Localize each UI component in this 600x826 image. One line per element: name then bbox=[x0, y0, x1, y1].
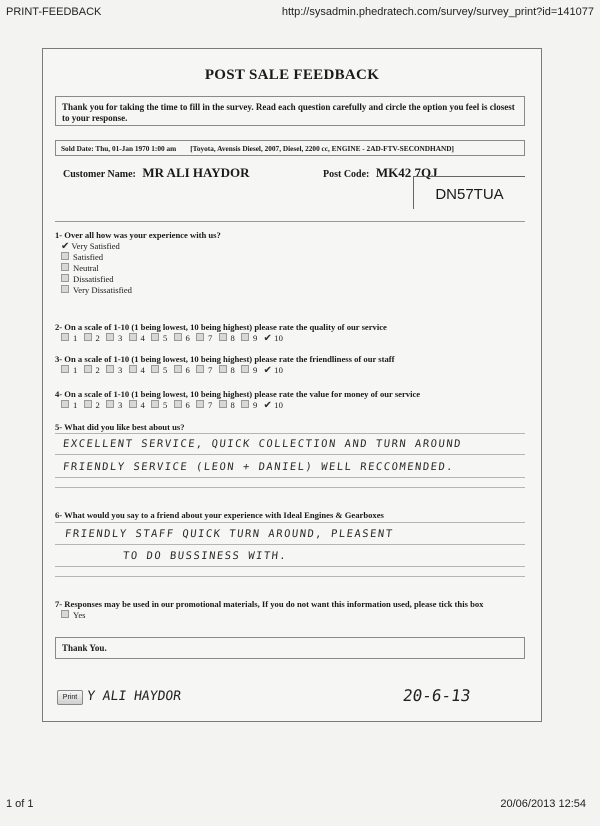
q6-answer-line-2: TO DO BUSSINESS WITH. bbox=[122, 550, 288, 562]
q1-option bbox=[61, 241, 132, 252]
q3-scale-label: 2 bbox=[95, 365, 100, 375]
q1-option-label: Dissatisfied bbox=[73, 274, 114, 284]
q5-answer-line-1: EXCELLENT SERVICE, QUICK COLLECTION AND TURN AROUND bbox=[62, 438, 463, 450]
q1-option-label: Neutral bbox=[73, 263, 99, 273]
q3-checkbox[interactable] bbox=[196, 365, 204, 373]
answer-line bbox=[55, 433, 525, 434]
thank-you-box: Thank You. bbox=[55, 637, 525, 659]
customer-name: MR ALI HAYDOR bbox=[142, 165, 250, 180]
q3-scale-label: 8 bbox=[230, 365, 235, 375]
q7-checkbox[interactable] bbox=[61, 610, 69, 618]
q2-checkbox[interactable] bbox=[219, 333, 227, 341]
q3-checkbox[interactable] bbox=[241, 365, 249, 373]
q3-checkbox[interactable] bbox=[174, 365, 182, 373]
check-mark-icon[interactable]: ✔ bbox=[263, 365, 273, 376]
q4-scale-option bbox=[174, 400, 191, 410]
q3-scale-label: 9 bbox=[253, 365, 258, 375]
browser-header-url: http://sysadmin.phedratech.com/survey/survey_print?id=141077 bbox=[281, 6, 594, 18]
q4-scale-label: 10 bbox=[274, 400, 284, 410]
q2-scale-label: 10 bbox=[274, 333, 284, 343]
q4-checkbox[interactable] bbox=[196, 400, 204, 408]
q3-checkbox[interactable] bbox=[151, 365, 159, 373]
q4-text: 4- On a scale of 1-10 (1 being lowest, 10 being highest) please rate the value for money of our service bbox=[55, 389, 421, 399]
q4-scale-option bbox=[219, 400, 236, 410]
q2-scale-option bbox=[129, 333, 146, 343]
q1-option bbox=[61, 274, 132, 285]
check-mark-icon[interactable]: ✔ bbox=[263, 400, 273, 411]
form-title: POST SALE FEEDBACK bbox=[204, 67, 380, 83]
q3-checkbox[interactable] bbox=[129, 365, 137, 373]
q1-option bbox=[61, 252, 132, 263]
browser-header-title: PRINT-FEEDBACK bbox=[6, 6, 102, 18]
q1-checkbox[interactable] bbox=[61, 274, 69, 282]
q3-scale-label: 6 bbox=[185, 365, 190, 375]
feedback-form bbox=[42, 48, 542, 722]
q3-scale-label: 7 bbox=[208, 365, 213, 375]
q2-scale-option bbox=[196, 333, 213, 343]
q1-checkbox[interactable] bbox=[61, 263, 69, 271]
q2-scale-label: 3 bbox=[118, 333, 123, 343]
answer-line bbox=[55, 544, 525, 545]
q2-scale-option bbox=[61, 333, 78, 343]
q2-scale-option bbox=[174, 333, 191, 343]
q4-scale-option bbox=[129, 400, 146, 410]
answer-line bbox=[55, 477, 525, 478]
q4-checkbox[interactable] bbox=[241, 400, 249, 408]
q2-scale-option bbox=[241, 333, 258, 343]
page-count: 1 of 1 bbox=[6, 798, 34, 810]
q1-checkbox[interactable] bbox=[61, 252, 69, 260]
q4-scale-option bbox=[84, 400, 101, 410]
q7-option bbox=[61, 610, 86, 621]
q3-scale bbox=[61, 365, 289, 376]
q3-scale-label: 1 bbox=[73, 365, 78, 375]
q2-checkbox[interactable] bbox=[151, 333, 159, 341]
q1-option-label: Very Satisfied bbox=[71, 241, 120, 251]
q3-scale-option bbox=[106, 365, 123, 375]
q1-text: 1- Over all how was your experience with us? bbox=[55, 230, 221, 240]
q3-scale-option bbox=[196, 365, 213, 375]
q1-option bbox=[61, 263, 132, 274]
q3-scale-label: 4 bbox=[140, 365, 145, 375]
q6-text: 6- What would you say to a friend about your experience with Ideal Engines & Gearboxes bbox=[55, 510, 384, 520]
q4-checkbox[interactable] bbox=[61, 400, 69, 408]
q4-scale-option bbox=[151, 400, 168, 410]
q2-scale-label: 7 bbox=[208, 333, 213, 343]
q2-scale-option bbox=[151, 333, 168, 343]
answer-line bbox=[55, 566, 525, 567]
answer-line bbox=[55, 487, 525, 488]
q2-scale-option bbox=[219, 333, 236, 343]
q4-scale-label: 1 bbox=[73, 400, 78, 410]
q4-scale-label: 2 bbox=[95, 400, 100, 410]
q4-scale bbox=[61, 400, 289, 411]
q3-scale-option bbox=[84, 365, 101, 375]
q4-scale-label: 4 bbox=[140, 400, 145, 410]
q3-scale-option bbox=[61, 365, 78, 375]
q4-scale-option bbox=[61, 400, 78, 410]
vehicle-details: [Toyota, Avensis Diesel, 2007, Diesel, 2200 cc, ENGINE - 2AD-FTV-SECONDHAND] bbox=[190, 144, 454, 153]
q2-scale-option bbox=[84, 333, 101, 343]
q7-text: 7- Responses may be used in our promotional materials, If you do not want this information used, please tick this box bbox=[55, 599, 484, 609]
q3-scale-option bbox=[151, 365, 168, 375]
answer-line bbox=[55, 522, 525, 523]
q2-checkbox[interactable] bbox=[106, 333, 114, 341]
q2-checkbox[interactable] bbox=[61, 333, 69, 341]
q4-scale-label: 9 bbox=[253, 400, 258, 410]
q2-scale-label: 5 bbox=[163, 333, 168, 343]
q2-checkbox[interactable] bbox=[84, 333, 92, 341]
q4-scale-label: 6 bbox=[185, 400, 190, 410]
customer-name-label: Customer Name: bbox=[63, 169, 136, 180]
q2-checkbox[interactable] bbox=[241, 333, 249, 341]
q2-scale-label: 8 bbox=[230, 333, 235, 343]
q4-scale-label: 3 bbox=[118, 400, 123, 410]
q4-checkbox[interactable] bbox=[174, 400, 182, 408]
q1-option bbox=[61, 285, 132, 296]
q4-checkbox[interactable] bbox=[219, 400, 227, 408]
q1-options bbox=[61, 241, 132, 296]
q4-checkbox[interactable] bbox=[84, 400, 92, 408]
q4-scale-label: 8 bbox=[230, 400, 235, 410]
q4-scale-label: 5 bbox=[163, 400, 168, 410]
q2-text: 2- On a scale of 1-10 (1 being lowest, 10 being highest) please rate the quality of our service bbox=[55, 322, 387, 332]
check-mark-icon[interactable]: ✔ bbox=[61, 241, 70, 252]
q4-checkbox[interactable] bbox=[129, 400, 137, 408]
q2-scale bbox=[61, 333, 289, 344]
q4-scale-option bbox=[241, 400, 258, 410]
postcode: MK42 7QJ bbox=[375, 165, 438, 180]
q3-text: 3- On a scale of 1-10 (1 being lowest, 10 being highest) please rate the friendliness of our staff bbox=[55, 354, 395, 364]
q2-scale-option bbox=[106, 333, 123, 343]
q3-checkbox[interactable] bbox=[84, 365, 92, 373]
q3-checkbox[interactable] bbox=[106, 365, 114, 373]
print-timestamp: 20/06/2013 12:54 bbox=[500, 798, 586, 810]
q5-answer-line-2: FRIENDLY SERVICE (LEON + DANIEL) WELL RECCOMENDED. bbox=[62, 461, 455, 473]
answer-line bbox=[55, 576, 525, 577]
q4-scale-label: 7 bbox=[208, 400, 213, 410]
q3-checkbox[interactable] bbox=[219, 365, 227, 373]
intro-text: Thank you for taking the time to fill in the survey. Read each question carefully and circle the option you feel is closest to your response. bbox=[55, 96, 525, 126]
customer-signature: Y ALI HAYDOR bbox=[85, 689, 182, 704]
q3-scale-label: 10 bbox=[274, 365, 284, 375]
answer-line bbox=[55, 454, 525, 455]
print-button[interactable]: Print bbox=[57, 690, 83, 705]
q2-scale-label: 1 bbox=[73, 333, 78, 343]
check-mark-icon[interactable]: ✔ bbox=[263, 333, 273, 344]
q3-scale-option bbox=[129, 365, 146, 375]
q3-scale-option bbox=[219, 365, 236, 375]
q2-scale-label: 2 bbox=[95, 333, 100, 343]
q3-scale-option bbox=[241, 365, 258, 375]
q2-scale-label: 6 bbox=[185, 333, 190, 343]
sale-details bbox=[55, 140, 525, 156]
q3-scale-option bbox=[264, 365, 284, 375]
q4-scale-option bbox=[264, 400, 284, 410]
q5-text: 5- What did you like best about us? bbox=[55, 422, 185, 432]
q3-scale-label: 5 bbox=[163, 365, 168, 375]
divider bbox=[55, 221, 525, 222]
q1-option-label: Satisfied bbox=[73, 252, 104, 262]
sold-date: Sold Date: Thu, 01-Jan 1970 1:00 am bbox=[61, 144, 177, 153]
q3-checkbox[interactable] bbox=[61, 365, 69, 373]
q3-scale-option bbox=[174, 365, 191, 375]
q7-option-label: Yes bbox=[73, 610, 86, 620]
q4-scale-option bbox=[196, 400, 213, 410]
registration-box: DN57TUA bbox=[413, 176, 525, 209]
q2-checkbox[interactable] bbox=[174, 333, 182, 341]
q2-scale-option bbox=[264, 333, 284, 343]
q2-scale-label: 9 bbox=[253, 333, 258, 343]
q2-scale-label: 4 bbox=[140, 333, 145, 343]
q6-answer-line-1: FRIENDLY STAFF QUICK TURN AROUND, PLEASENT bbox=[64, 528, 395, 540]
q2-checkbox[interactable] bbox=[196, 333, 204, 341]
q4-checkbox[interactable] bbox=[151, 400, 159, 408]
q4-checkbox[interactable] bbox=[106, 400, 114, 408]
q3-scale-label: 3 bbox=[118, 365, 123, 375]
handwritten-date: 20-6-13 bbox=[401, 686, 472, 705]
q1-checkbox[interactable] bbox=[61, 285, 69, 293]
postcode-label: Post Code: bbox=[323, 169, 370, 180]
q4-scale-option bbox=[106, 400, 123, 410]
q1-option-label: Very Dissatisfied bbox=[73, 285, 132, 295]
customer-name-row bbox=[63, 165, 250, 181]
q2-checkbox[interactable] bbox=[129, 333, 137, 341]
